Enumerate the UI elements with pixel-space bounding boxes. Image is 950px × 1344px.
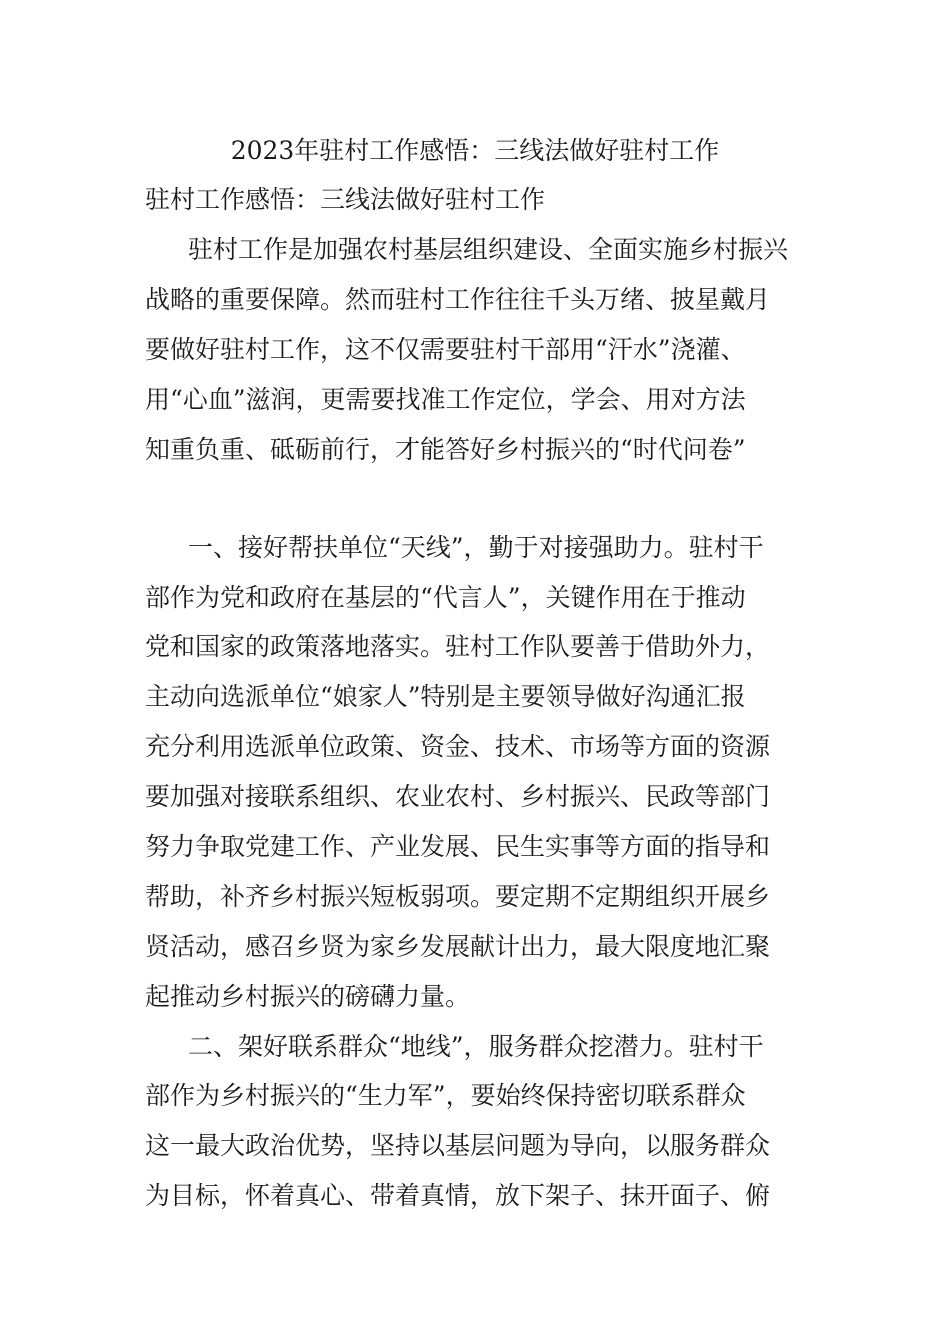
- paragraph-line: 党和国家的政策落地落实。驻村工作队要善于借助外力，: [145, 632, 771, 661]
- paragraph-line: 用“心血”滋润，更需要找准工作定位，学会、用对方法: [145, 385, 746, 414]
- paragraph-line: 充分利用选派单位政策、资金、技术、市场等方面的资源: [145, 732, 771, 761]
- paragraph-line: 知重负重、砥砺前行，才能答好乡村振兴的“时代问卷”: [145, 435, 746, 464]
- paragraph-line: 一、接好帮扶单位“天线”，勤于对接强助力。驻村干: [188, 533, 764, 562]
- paragraph-line: 起推动乡村振兴的磅礴力量。: [145, 982, 471, 1011]
- paragraph-line: 要加强对接联系组织、农业农村、乡村振兴、民政等部门: [145, 782, 771, 811]
- paragraph-line: 这一最大政治优势，坚持以基层问题为导向，以服务群众: [145, 1131, 771, 1160]
- paragraph-line: 部作为乡村振兴的“生力军”，要始终保持密切联系群众: [145, 1081, 746, 1110]
- document-title: 2023年驻村工作感悟：三线法做好驻村工作: [230, 136, 720, 165]
- paragraph-line: 二、架好联系群众“地线”，服务群众挖潜力。驻村干: [188, 1032, 764, 1061]
- paragraph-line: 战略的重要保障。然而驻村工作往往千头万绪、披星戴月: [145, 285, 771, 314]
- paragraph-line: 帮助，补齐乡村振兴短板弱项。要定期不定期组织开展乡: [145, 882, 771, 911]
- paragraph-line: 部作为党和政府在基层的“代言人”，关键作用在于推动: [145, 583, 746, 612]
- paragraph-line: 贤活动，感召乡贤为家乡发展献计出力，最大限度地汇聚: [145, 932, 771, 961]
- paragraph-line: 为目标，怀着真心、带着真情，放下架子、抹开面子、俯: [145, 1181, 771, 1210]
- document-subtitle: 驻村工作感悟：三线法做好驻村工作: [145, 185, 546, 214]
- paragraph-line: 努力争取党建工作、产业发展、民生实事等方面的指导和: [145, 832, 771, 861]
- paragraph-line: 驻村工作是加强农村基层组织建设、全面实施乡村振兴: [188, 235, 789, 264]
- paragraph-line: 主动向选派单位“娘家人”特别是主要领导做好沟通汇报: [145, 682, 746, 711]
- paragraph-line: 要做好驻村工作，这不仅需要驻村干部用“汗水”浇灌、: [145, 335, 746, 364]
